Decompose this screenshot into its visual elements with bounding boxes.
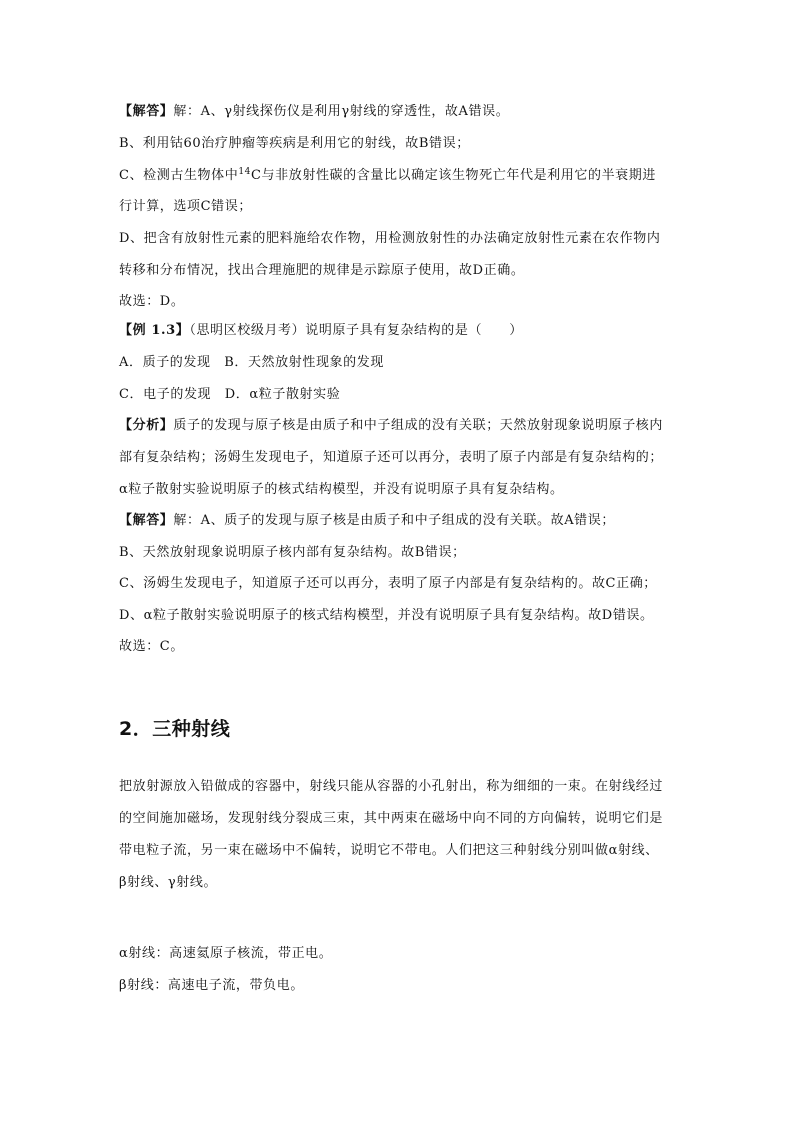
answer-text-post: C与非放射性碳的含量比以确定该生物死亡年代是利用它的半衰期进 [251, 168, 656, 183]
beta-ray-definition: β射线：高速电子流，带负电。 [119, 978, 304, 993]
analysis-line-2: 部有复杂结构；汤姆生发现电子，知道原子还可以再分，表明了原子内部是有复杂结构的； [119, 450, 664, 465]
paragraph-line-1: 把放射源放入铅做成的容器中，射线只能从容器的小孔射出，称为细细的一束。在射线经过 [119, 779, 664, 794]
answer-tag: 【解答】 [119, 513, 174, 528]
isotope-superscript: 14 [238, 167, 252, 177]
answer-1-line-6: 转移和分布情况，找出合理施肥的规律是示踪原子使用，故D正确。 [119, 263, 525, 278]
alpha-ray-definition: α射线：高速氦原子核流，带正电。 [119, 946, 333, 961]
options-c-d: C．电子的发现 D．α粒子散射实验 [119, 387, 341, 402]
paragraph-line-3: 带电粒子流，另一束在磁场中不偏转，说明它不带电。人们把这三种射线分别叫做α射线、 [119, 843, 659, 858]
answer-2-line-3: C、汤姆生发现电子，知道原子还可以再分，表明了原子内部是有复杂结构的。故C正确； [119, 576, 657, 591]
options-a-b: A．质子的发现 B．天然放射性现象的发现 [119, 355, 384, 370]
answer-2-line-1 [119, 511, 684, 531]
analysis-text: 质子的发现与原子核是由质子和中子组成的没有关联；天然放射现象说明原子核内 [173, 418, 664, 433]
paragraph-line-4: β射线、γ射线。 [119, 875, 218, 890]
answer-text: 解：A、质子的发现与原子核是由质子和中子组成的没有关联。故A错误； [173, 513, 615, 528]
section-heading: 2．三种射线 [119, 718, 231, 740]
paragraph-line-2: 的空间施加磁场，发现射线分裂成三束，其中两束在磁场中向不同的方向偏转，说明它们是 [119, 811, 664, 826]
analysis-tag: 【分析】 [119, 418, 174, 433]
answer-1-line-1 [119, 102, 684, 122]
answer-text-pre: C、检测古生物体中 [119, 168, 239, 183]
answer-text: 解：A、γ射线探伤仪是利用γ射线的穿透性，故A错误。 [173, 104, 510, 119]
answer-tag: 【解答】 [119, 104, 174, 119]
answer-2-line-5: 故选：C。 [119, 639, 184, 654]
answer-1-line-2: B、利用钴60治疗肿瘤等疾病是利用它的射线，故B错误； [119, 136, 470, 151]
answer-1-line-7: 故选：D。 [119, 294, 185, 309]
example-tag: 【例 1.3】 [119, 323, 190, 338]
analysis-line-1 [119, 416, 684, 436]
answer-2-line-4: D、α粒子散射实验说明原子的核式结构模型，并没有说明原子具有复杂结构。故D错误。 [119, 608, 654, 623]
analysis-line-3: α粒子散射实验说明原子的核式结构模型，并没有说明原子具有复杂结构。 [119, 482, 564, 497]
answer-2-line-2: B、天然放射现象说明原子核内部有复杂结构。故B错误； [119, 545, 466, 560]
answer-1-line-4: 行计算，选项C错误； [119, 199, 252, 214]
answer-1-line-3 [119, 166, 684, 186]
example-question [119, 321, 684, 341]
answer-1-line-5: D、把含有放射性元素的肥料施给农作物，用检测放射性的办法确定放射性元素在农作物内 [119, 231, 661, 246]
example-text: （思明区校级月考）说明原子具有复杂结构的是（ ） [189, 323, 523, 338]
